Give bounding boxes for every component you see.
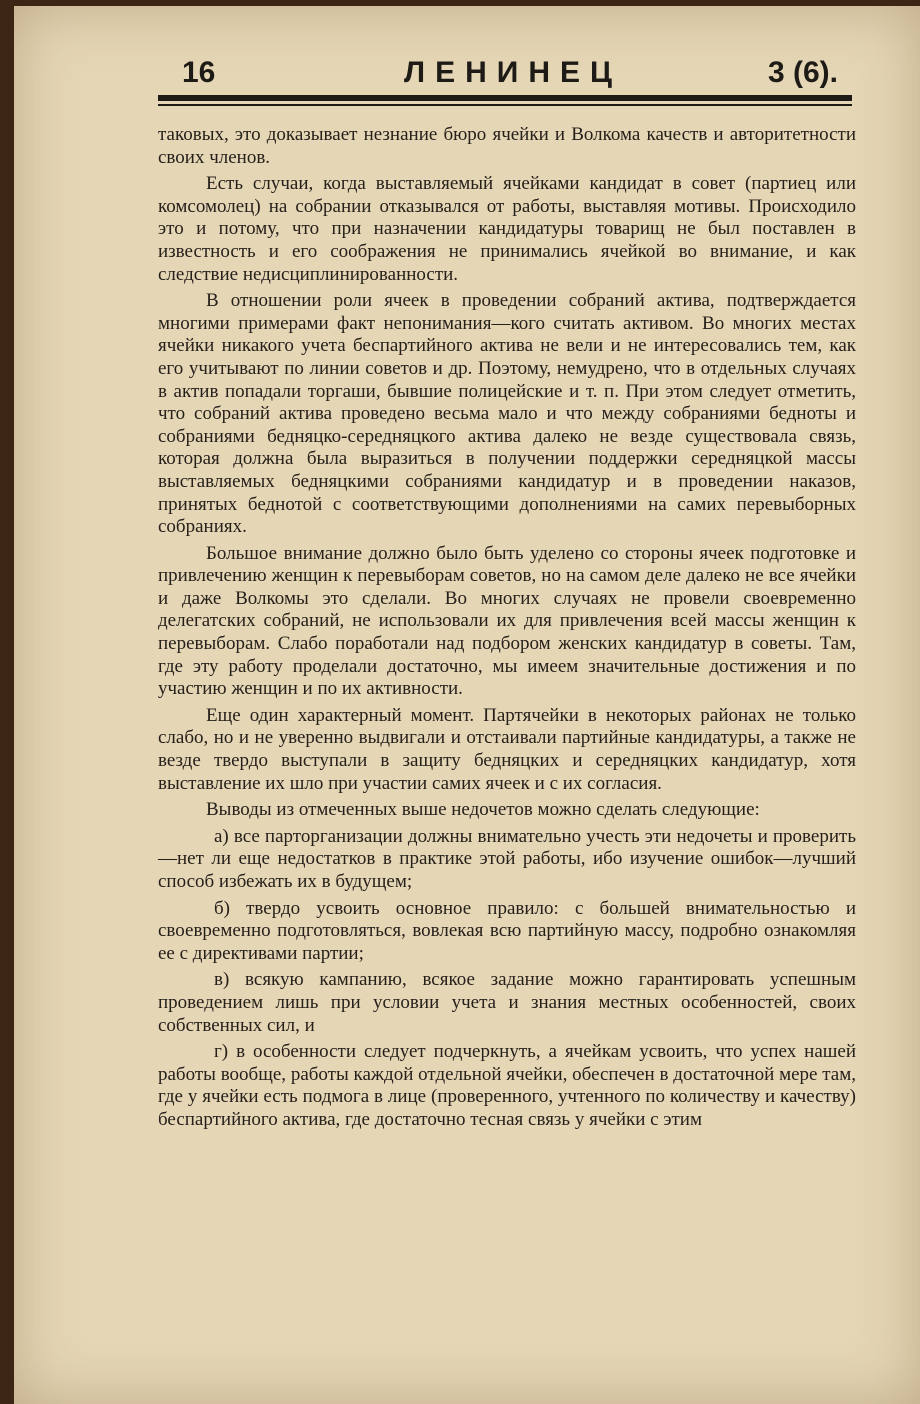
article-body bbox=[158, 124, 856, 1136]
list-item: г) в особенности следует подчеркнуть, а ячейкам усвоить, что успех нашей работы вообще, работы каждой отдельной ячейки, обеспечен в достаточной мере там, где у ячейки есть подмога в лице (проверенного, учтенного по количеству и качеству) беспартийного актива, где достаточно тесная связь у ячейки с этим bbox=[158, 1041, 856, 1130]
header-rule-thick bbox=[158, 95, 852, 101]
paragraph: Еще один характерный момент. Партячейки в некоторых районах не только слабо, но и не уверенно выдвигали и отстаивали партийные кандидатуры, а также не везде твердо выступали в защиту бедняцких и середняцких кандидатур, хотя выставление их шло при участии самих ячеек и с их согласия. bbox=[158, 704, 856, 794]
page-number: 16 bbox=[182, 56, 216, 89]
paragraph: таковых, это доказывает незнание бюро ячейки и Волкома качеств и авторитетности своих членов. bbox=[158, 124, 856, 168]
paragraph: В отношении роли ячеек в проведении собраний актива, подтверждается многими примерами факт непонимания—кого считать активом. Во многих местах ячейки никакого учета беспартийного актива не вели и не интересовались тем, как его учитывают по линии советов и др. Поэтому, немудрено, что в отдельных случаях в актив попадали торгаши, бывшие полицейские и т. п. При этом следует отметить, что собраний актива проведено весьма мало и что между собраниями бедноты и собраниями бедняцко-середняцкого актива далеко не везде существовала связь, которая должна была выразиться в получении поддержки середняцкой массы выставляемых бедняцкими собраниями кандидатур и в проведении наказов, принятых беднотой с соответствующими дополнениями на самих перевыборных собраниях. bbox=[158, 290, 856, 538]
list-item: в) всякую кампанию, всякое задание можно гарантировать успешным проведением лишь при условии учета и знания местных особенностей, своих собственных сил, и bbox=[158, 969, 856, 1036]
list-item: б) твердо усвоить основное правило: с большей внимательностью и своевременно подготовляться, вовлекая всю партийную массу, подробно ознакомляя ее с директивами партии; bbox=[158, 897, 856, 964]
paragraph: Выводы из отмеченных выше недочетов можно сделать следующие: bbox=[206, 799, 760, 821]
issue-number: 3 (6). bbox=[767, 56, 838, 89]
paragraph: Есть случаи, когда выставляемый ячейками кандидат в совет (партиец или комсомолец) на собрании отказывался от работы, выставляя мотивы. Происходило это и потому, что при назначении кандидатуры товарищ не был поставлен в известность и его соображения не принимались ячейкой во внимание, и как следствие недисциплинированности. bbox=[158, 173, 856, 285]
journal-title: ЛЕНИНЕЦ bbox=[404, 56, 622, 89]
page-header bbox=[170, 52, 856, 98]
paragraph: Большое внимание должно было быть уделено со стороны ячеек подготовке и привлечению женщин к перевыборам советов, но на самом деле далеко не все ячейки и даже Волкомы это сделали. Во многих случаях не провели своевременно делегатских собраний, не использовали их для привлечения всей массы женщин к перевыборам. Слабо поработали над подбором женских кандидатур в советы. Там, где эту работу проделали достаточно, мы имеем значительные достижения и по участию женщин и по их активности. bbox=[158, 542, 856, 700]
list-item: а) все парторганизации должны внимательно учесть эти недочеты и проверить—нет ли еще недостатков в практике этой работы, ибо изучение ошибок—лучший способ избежать их в будущем; bbox=[158, 825, 856, 892]
header-rule-thin bbox=[158, 104, 852, 106]
